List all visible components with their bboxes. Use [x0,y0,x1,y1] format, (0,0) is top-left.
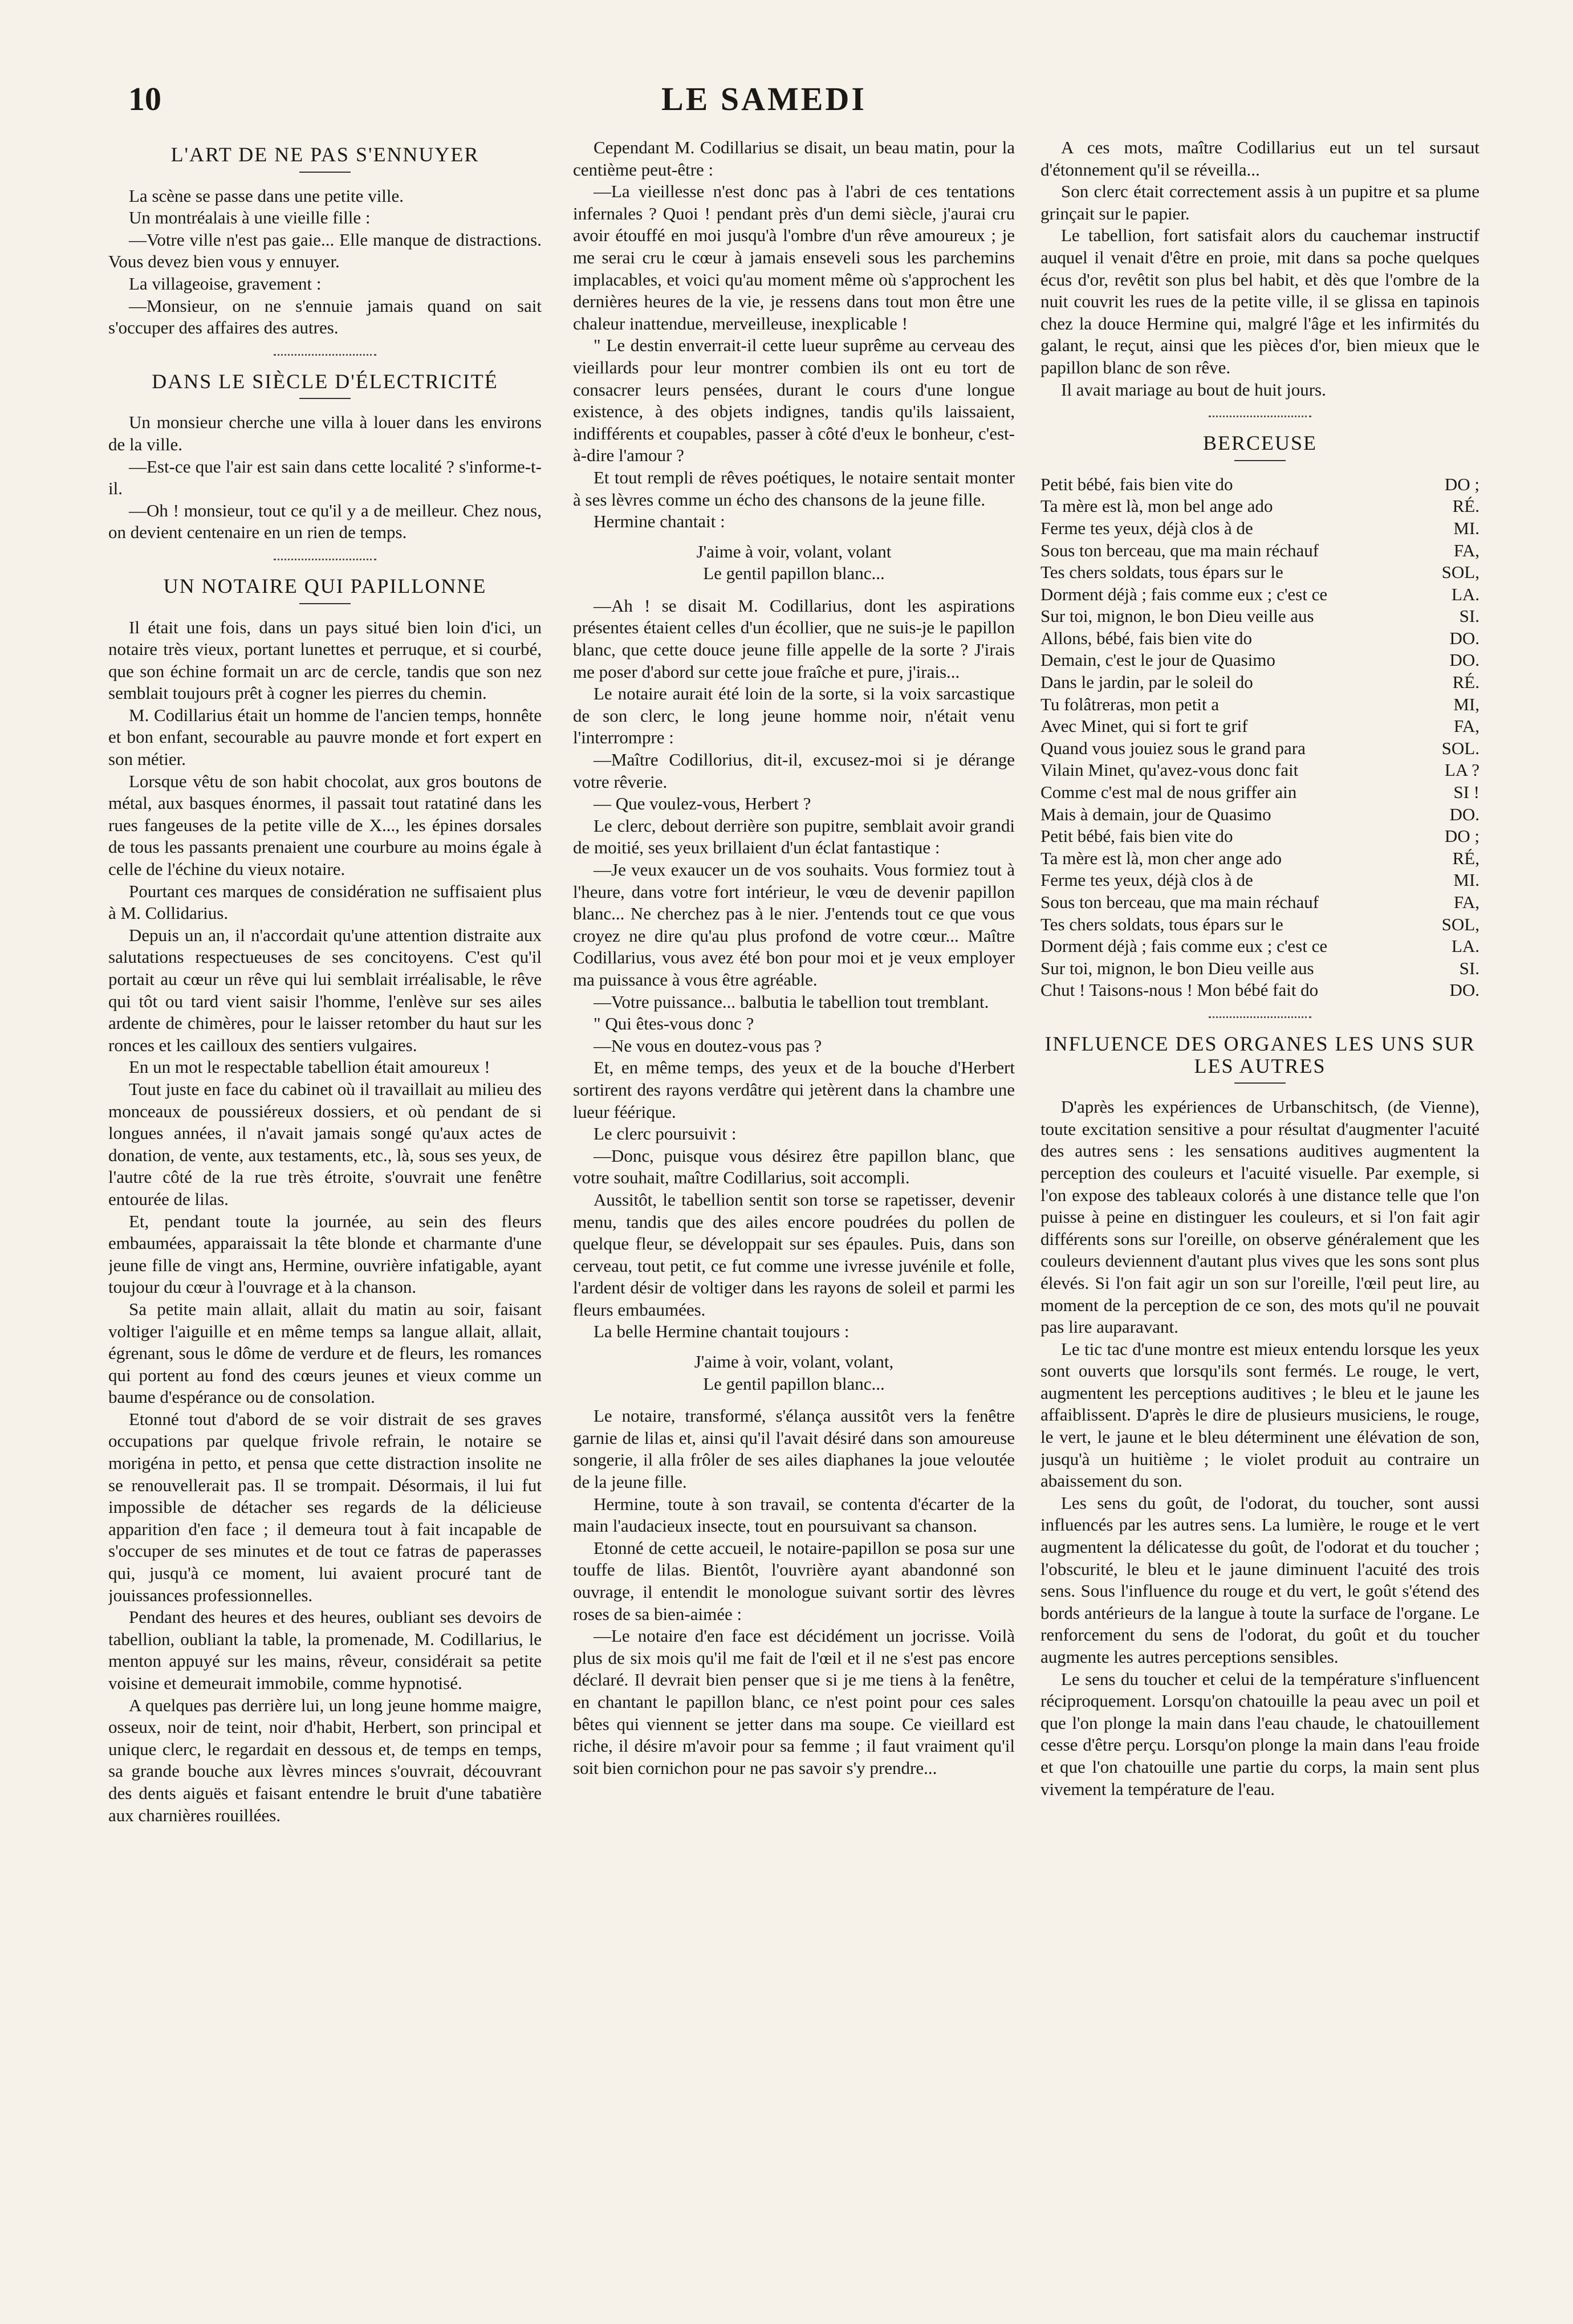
poem-line [1040,518,1479,540]
poem-line [1040,495,1479,518]
poem-note: RÉ, [1452,848,1479,868]
paragraph: La scène se passe dans une petite ville. [129,185,404,206]
poem-line-text: Ferme tes yeux, déjà clos à de [1040,870,1253,890]
poem-note: MI, [1453,694,1479,714]
paragraph: Cependant M. Codillarius se disait, un beau matin, pour la centième peut-être : [573,137,1015,180]
divider [274,559,376,560]
poem-line [1040,869,1479,892]
article-siecle [108,371,542,544]
poem-line-text: Tes chers soldats, tous épars sur le [1040,562,1283,583]
paragraph: Le notaire, transformé, s'élança aussitôt vers la fenêtre garnie de lilas et, ainsi qu'il l'avait désiré dans son amoureuse songerie, il alla frôler de ses ailes diaphanes la joue veloutée de la jeune fille. [573,1406,1015,1492]
poem-line-text: Vilain Minet, qu'avez-vous donc fait [1040,760,1299,780]
song-verse [573,541,1015,585]
poem-line-text: Sous ton berceau, que ma main réchauf [1040,540,1319,560]
paragraph: En un mot le respectable tabellion était amoureux ! [129,1057,490,1077]
poem-line-text: Dorment déjà ; fais comme eux ; c'est ce [1040,584,1328,604]
paragraph: A quelques pas derrière lui, un long jeune homme maigre, osseux, noir de teint, noir d'habit, Herbert, son principal et unique clerc, le regardait en dessous et, de temps en temps, sa grande bouche aux lèvres minces s'ouvrait, découvrant des dents aiguës et faisant entendre le bruit d'une tabatière aux charnières rouillées. [108,1695,542,1825]
poem-line-text: Ta mère est là, mon bel ange ado [1040,496,1273,516]
paragraph: Le sens du toucher et celui de la température s'influencent réciproquement. Lorsqu'on chatouille la peau avec un poil et que l'on plonge la main dans l'eau chaude, le chatouillement cesse d'être perçu. Lorsqu'on plonge la main dans l'eau froide et que l'on chatouille une partie du corps, la main sent plus vivement la température de l'eau. [1040,1668,1479,1799]
poem-note: MI. [1453,870,1479,890]
poem-line [1040,540,1479,562]
divider [299,398,351,399]
poem-line-text: Ferme tes yeux, déjà clos à de [1040,518,1253,538]
paragraph: —Est-ce que l'air est sain dans cette localité ? s'informe-t-il. [108,456,542,499]
article-title: INFLUENCE DES ORGANES LES UNS SUR LES AUTRES [1044,1032,1476,1077]
poem-note: MI. [1453,518,1479,538]
poem-line [1040,694,1479,716]
paragraph: Le clerc poursuivit : [594,1124,737,1144]
paragraph: Le notaire aurait été loin de la sorte, si la voix sarcastique de son clerc, le long jeune homme noir, n'était venu l'interrompre : [573,683,1015,748]
divider [1234,1082,1286,1084]
poem-note: SOL, [1441,914,1479,934]
paragraph: Etonné de cette accueil, le notaire-papillon se posa sur une touffe de lilas. Bientôt, l'ouvrière ayant abandonné son ouvrage, il entendit le monologue suivant sortir des lèvres roses de sa bien-aimée : [573,1537,1015,1624]
poem-line [1040,738,1479,760]
poem-line-text: Dorment déjà ; fais comme eux ; c'est ce [1040,936,1328,957]
poem-line-text: Chut ! Taisons-nous ! Mon bébé fait do [1040,980,1319,1000]
paragraph: Un montréalais à une vieille fille : [129,207,371,228]
poem-note: DO ; [1444,474,1479,494]
poem-note: SI. [1459,958,1479,978]
paragraph: Le tabellion, fort satisfait alors du cauchemar instructif auquel il venait d'être en proie, mit dans sa poche quelques écus d'or, revêtit son plus bel habit, et dès que l'ombre de la nuit couvrit les rues de la petite ville, il se glissa en tapinois chez la douce Hermine qui, malgré l'âge et les infirmités du galant, le reçut, ainsi que les pièces d'or, bien mieux que le papillon blanc de son rêve. [1040,225,1479,377]
poem-line [1040,584,1479,606]
poem-line [1040,715,1479,738]
divider [274,354,376,356]
paragraph: " Qui êtes-vous donc ? [594,1014,754,1034]
paragraph: —La vieillesse n'est donc pas à l'abri de ces tentations infernales ? Quoi ! pendant près d'un demi siècle, j'aurai cru avoir étouffé en moi jusqu'à l'ombre d'un rêve amoureux ; je me serai cru le cœur à jamais enseveli sous les parchemins implacables, et voici qu'au moment même où s'approchent les dernières heures de la vie, je ressens dans tout mon être une chaleur inattendue, merveilleuse, inexplicable ! [573,181,1015,333]
paragraph: Et, pendant toute la journée, au sein des fleurs embaumées, apparaissait la tête blonde et charmante d'une jeune fille de vingt ans, Hermine, ouvrière infatigable, ayant toujour du cœur à l'ouvrage et à la chanson. [108,1211,542,1297]
paragraph: —Votre puissance... balbutia le tabellion tout tremblant. [594,991,989,1012]
verse-line: J'aime à voir, volant, volant [696,541,892,561]
poem-line [1040,958,1479,980]
poem-line [1040,979,1479,1002]
article-berceuse [1040,432,1479,1002]
paragraph: Les sens du goût, de l'odorat, du toucher, sont aussi influencés par les autres sens. La lumière, le rouge et le vert augmentent la délicatesse du goût, de l'odorat et du toucher ; l'obscurité, le bleu et le jaune diminuent l'acuité des trois sens. Sous l'influence du rouge et du vert, le goût s'étend des bords antérieurs de la langue à toute la surface de l'organe. Le renforcement du sens de l'odorat, du goût et du toucher augmente les autres perceptions sensibles. [1040,1492,1479,1667]
divider [1209,416,1311,417]
paragraph: —Oh ! monsieur, tout ce qu'il y a de meilleur. Chez nous, on devient centenaire en un rien de temps. [108,500,542,543]
poem-line [1040,628,1479,650]
paragraph: " Le destin enverrait-il cette lueur suprême au cerveau des vieillards pour leur montrer combien ils ont eu tort de consacrer leurs pensées, durant le cours d'une longue existence, à des objets indignes, tandis qu'ils laissaient, indifférents et coupables, passer à côté d'eux le bonheur, c'est-à-dire l'amour ? [573,335,1015,466]
poem-note: FA, [1453,540,1479,560]
poem-line-text: Mais à demain, jour de Quasimo [1040,804,1271,824]
poem-line [1040,671,1479,694]
poem-note: LA. [1451,584,1479,604]
poem-line-text: Dans le jardin, par le soleil do [1040,672,1253,693]
paragraph: —Votre ville n'est pas gaie... Elle manque de distractions. Vous devez bien vous y ennuyer. [108,229,542,272]
poem-line-text: Tu folâtreras, mon petit a [1040,694,1220,714]
paragraph: Sa petite main allait, allait du matin au soir, faisant voltiger l'aiguille et en même temps sa langue allait, allait, égrenant, sous le dôme de verdure et de fleurs, les romances qui portent au fond des cœurs jeunes et vieux comme un baume d'espérance ou de consolation. [108,1299,542,1407]
paragraph: —Donc, puisque vous désirez être papillon blanc, que votre souhait, maître Codillarius, soit accompli. [573,1145,1015,1188]
paragraph: Un monsieur cherche une villa à louer dans les environs de la ville. [108,412,542,454]
poem-note: DO ; [1444,826,1479,846]
poem-line [1040,759,1479,782]
page-number: 10 [128,80,161,117]
poem-line-text: Sous ton berceau, que ma main réchauf [1040,892,1319,912]
article-title: L'ART DE NE PAS S'ENNUYER [170,143,479,166]
poem-note: DO. [1449,628,1479,648]
poem-note: DO. [1449,650,1479,670]
paragraph: D'après les expériences de Urbanschitsch, (de Vienne), toute excitation sensitive a pour résultat d'augmenter l'acuité des autres sens : les sensations auditives augmentent la perception des couleurs et l'acuité visuelle. Par exemple, si l'on expose des tableaux colorés à une distance telle que l'on puisse à peine en distinguer les couleurs, et si l'on fait agir différents sons sur l'oreille, on observe généralement que les couleurs deviennent d'autant plus vives que les sons sont plus élevés. Si l'on fait agir un son sur l'oreille, l'œil peut lire, au moment de la perception de ce son, des mots qu'il ne pouvait pas lire auparavant. [1040,1097,1479,1337]
paragraph: —Ah ! se disait M. Codillarius, dont les aspirations présentes étaient celles d'un écollier, que ne suis-je le papillon blanc, que cette douce jeune fille appelle de la sorte ? J'irais me poser d'abord sur cette joue fraîche et pure, j'irais... [573,595,1015,682]
article-title: DANS LE SIÈCLE D'ÉLECTRICITÉ [152,369,498,393]
poem-note: FA, [1453,716,1479,736]
poem-line-text: Petit bébé, fais bien vite do [1040,474,1233,494]
paragraph: Le clerc, debout derrière son pupitre, semblait avoir grandi de moitié, ses yeux brillaient d'un éclat fantastique : [573,815,1015,858]
paragraph: Aussitôt, le tabellion sentit son torse se rapetisser, devenir menu, tandis que des ailes encore poudrées du pollen de quelque fleur, se développait sur ses épaules. Puis, dans son cerveau, tout petit, ce fut comme une ivresse juvénile et folle, l'ardent désir de voltiger dans les rayons de soleil et parmi les fleurs embaumées. [573,1189,1015,1320]
page-header [0,0,1573,131]
poem-note: DO. [1449,980,1479,1000]
paragraph: —Le notaire d'en face est décidément un jocrisse. Voilà plus de six mois qu'il me fait de l'œil et il ne s'est pas encore déclaré. Il devrait bien penser que si je me tiens à la fenêtre, en chantant le papillon blanc, ce n'est point pour ces sales bêtes qui viennent se jetter dans ma soupe. Ce vieillard est riche, il désire m'avoir pour sa femme ; il faut vraiment qu'il soit bien cornichon pour ne pas savoir s'y prendre... [573,1626,1015,1778]
paragraph: Tout juste en face du cabinet où il travaillait au milieu des monceaux de poussiéreux dossiers, et où pendant de si longues années, il n'avait jamais songé qu'aux actes de donation, de vente, aux testaments, etc., là, sous ses yeux, de l'autre côté de la rue très étroite, s'ouvrait une fenêtre entourée de lilas. [108,1078,542,1209]
divider [299,172,351,173]
paragraph: La villageoise, gravement : [129,273,322,294]
column-2 [573,137,1015,2295]
poem-line-text: Sur toi, mignon, le bon Dieu veille aus [1040,958,1314,978]
song-verse [573,1351,1015,1395]
divider [299,603,351,604]
poem-note: DO. [1449,804,1479,824]
poem-line-text: Avec Minet, qui si fort te grif [1040,716,1248,736]
poem-note: RÉ. [1452,672,1479,693]
poem-line-text: Comme c'est mal de nous griffer ain [1040,782,1297,803]
poem-line-text: Demain, c'est le jour de Quasimo [1040,650,1275,670]
paragraph: Etonné tout d'abord de se voir distrait de ses graves occupations par quelque frivole refrain, le notaire se morigéna in petto, et pensa que cette distraction insolite ne se renouvellerait pas. Il se trompait. Désormais, il lui fut impossible de détacher ses regards de la délicieuse apparition d'en face ; il demeura tout à fait incapable de s'occuper de ses minutes et de tout ce fatras de paperasses qui, jusqu'à ce moment, lui avaient procuré tant de jouissances professionnelles. [108,1409,542,1605]
paragraph: Pendant des heures et des heures, oubliant ses devoirs de tabellion, oubliant la table, la promenade, M. Codillarius, le menton appuyé sur les mains, rêveur, considérait sa petite voisine et demeurait immobile, comme hypnotisé. [108,1607,542,1693]
column-3 [1040,137,1479,2295]
paragraph: Et tout rempli de rêves poétiques, le notaire sentait monter à ses lèvres comme un écho des chansons de la jeune fille. [573,467,1015,510]
poem-line-text: Ta mère est là, mon cher ange ado [1040,848,1282,868]
poem-line-text: Allons, bébé, fais bien vite do [1040,628,1253,648]
poem-note: LA. [1451,936,1479,957]
poem-note: RÉ. [1452,496,1479,516]
paragraph: Pourtant ces marques de considération ne suffisaient plus à M. Collidarius. [108,881,542,923]
poem-line-text: Tes chers soldats, tous épars sur le [1040,914,1283,934]
paragraph: Le tic tac d'une montre est mieux entendu lorsque les yeux sont ouverts que lorsqu'ils sont fermés. Le rouge, le vert, augmentent les perceptions auditives ; le bleu et le jaune les affaiblissent. D'après le dire de plusieurs musiciens, le rouge, le vert, le jaune et le bleu déterminent une élévation de son, jusqu'à un huitième ; le violet produit au contraire un abaissement du son. [1040,1338,1479,1491]
poem-note: FA, [1453,892,1479,912]
poem-note: SOL. [1441,738,1479,758]
poem-line-text: Sur toi, mignon, le bon Dieu veille aus [1040,606,1314,626]
paragraph: —Monsieur, on ne s'ennuie jamais quand on sait s'occuper des affaires des autres. [108,295,542,338]
poem-line [1040,561,1479,584]
divider [1234,460,1286,461]
poem-line-text: Quand vous jouiez sous le grand para [1040,738,1306,758]
divider [1209,1016,1311,1018]
paragraph: La belle Hermine chantait toujours : [594,1321,849,1342]
paragraph: — Que voulez-vous, Herbert ? [594,793,811,814]
poem-line-text: Petit bébé, fais bien vite do [1040,826,1233,846]
article-art [108,144,542,339]
paragraph: Son clerc était correctement assis à un pupitre et sa plume grinçait sur le papier. [1040,181,1479,223]
poem-line [1040,825,1479,848]
article-influence [1040,1033,1479,1800]
poem-line [1040,935,1479,958]
column-1 [108,137,542,2295]
paragraph: Depuis un an, il n'accordait qu'une attention distraite aux salutations respectueuses de ses concitoyens. C'est qu'il portait au cœur un rêve qui lui semblait irréalisable, le rêve qui tôt ou tard vient saisir l'homme, l'enlève sur ses ailes ardente de chimères, pour le laisser retomber du haut sur les ronces et les cailloux des sentiers vulgaires. [108,925,542,1055]
paragraph: Lorsque vêtu de son habit chocolat, aux gros boutons de métal, aux basques énormes, il passait tout ratatiné dans les rues fangeuses de la petite ville de X..., les épines dorsales de tous les passants prenaient une courbure au moins égale à celle de l'échine du vieux notaire. [108,771,542,880]
verse-line: Le gentil papillon blanc... [703,1373,885,1394]
article-title: BERCEUSE [1202,432,1318,455]
paragraph: —Ne vous en doutez-vous pas ? [594,1035,822,1056]
paragraph: Hermine, toute à son travail, se contenta d'écarter de la main l'audacieux insecte, tout en poursuivant sa chanson. [573,1493,1015,1536]
poem-note: LA ? [1444,760,1479,780]
article-notaire [108,575,542,1826]
paragraph: Il avait mariage au bout de huit jours. [1061,379,1326,400]
verse-line: Le gentil papillon blanc... [703,563,885,584]
paragraph: Il était une fois, dans un pays situé bien loin d'ici, un notaire très vieux, portant lunettes et perruque, et si courbé, que son échine formait un arc de cercle, tandis que son nez semblait toujours prêt à cogner les pierres du chemin. [108,617,542,703]
poem-line [1040,782,1479,804]
article-title: UN NOTAIRE QUI PAPILLONNE [163,574,487,597]
paragraph: —Maître Codillorius, dit-il, excusez-moi si je dérange votre rêverie. [573,750,1015,792]
poem-line [1040,848,1479,870]
poem-line [1040,474,1479,496]
paragraph: Hermine chantait : [594,511,725,532]
poem-note: SI. [1459,606,1479,626]
poem-note: SI ! [1453,782,1479,803]
paragraph: —Je veux exaucer un de vos souhaits. Vous formiez tout à l'heure, dans votre fort intérieur, le vœu de devenir papillon blanc... Ne cherchez pas à le nier. J'entends tout ce que vous croyez ne dire qu'au plus profond de votre cœur... Maître Codillarius, vous avez été bon pour moi et je veux employer ma puissance à vous être agréable. [573,860,1015,990]
paragraph: Et, en même temps, des yeux et de la bouche d'Herbert sortirent des rayons verdâtre qui jetèrent dans la chambre une lueur féérique. [573,1057,1015,1122]
poem-line [1040,914,1479,936]
paragraph: M. Codillarius était un homme de l'ancien temps, honnête et bon enfant, secourable au pauvre monde et fort expert en son métier. [108,705,542,770]
berceuse-poem [1040,474,1479,1002]
paragraph: A ces mots, maître Codillarius eut un tel sursaut d'étonnement qu'il se réveilla... [1040,137,1479,180]
verse-line: J'aime à voir, volant, volant, [694,1352,894,1372]
poem-note: SOL, [1441,562,1479,583]
poem-line [1040,892,1479,914]
poem-line [1040,605,1479,628]
poem-line [1040,804,1479,826]
poem-line [1040,649,1479,671]
running-head: LE SAMEDI [661,80,867,117]
